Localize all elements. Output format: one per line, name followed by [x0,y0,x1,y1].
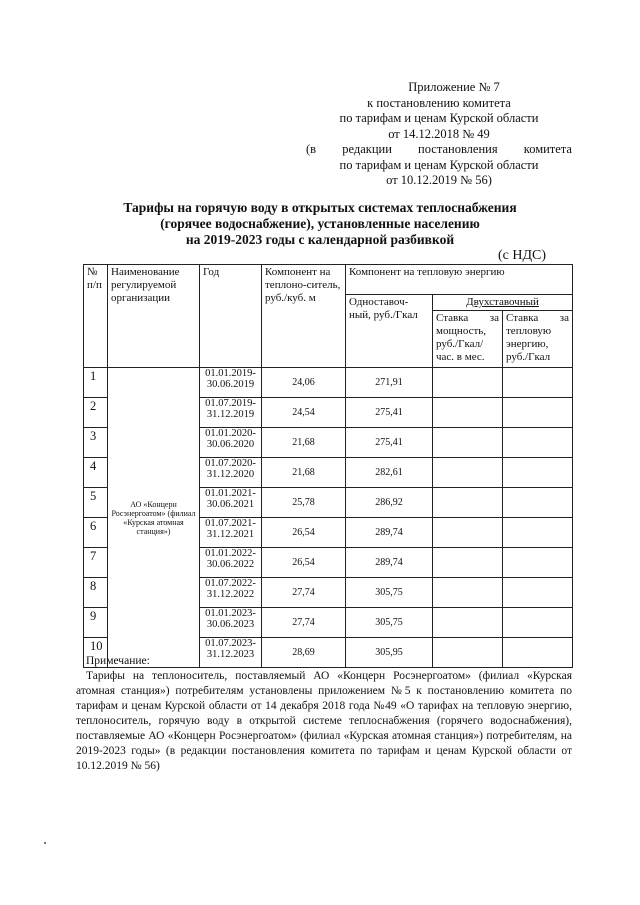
row-number: 10 [84,638,108,668]
header-num: № п/п [84,265,108,368]
scan-speck [44,842,46,844]
appendix-header [306,80,572,189]
single-rate-cell: 289,74 [346,548,433,578]
organization-name: АО «Концерн Росэнергоатом» (филиал «Курская атомная станция») [108,368,200,668]
table-row [84,368,573,398]
energy-rate-cell [503,398,573,428]
power-rate-cell [433,368,503,398]
header-line: от 10.12.2019 № 56) [386,173,492,187]
single-rate-cell: 271,91 [346,368,433,398]
title-line: на 2019-2023 годы с календарной разбивкой [185,232,455,247]
power-rate-cell [433,608,503,638]
single-rate-cell: 286,92 [346,488,433,518]
carrier-price-cell: 27,74 [262,578,346,608]
energy-rate-cell [503,428,573,458]
power-rate-cell [433,398,503,428]
row-number: 4 [84,458,108,488]
carrier-price-cell: 21,68 [262,428,346,458]
power-rate-cell [433,548,503,578]
notes-text: Тарифы на теплоноситель, поставляемый АО «Концерн Росэнергоатом» (филиал «Курская атомная станция») потребителям установлены приложением №5 к постановлению комитета по тарифам и ценам Курской области от 14 декабря 2018 года №49 «О тарифах на тепловую энергию, теплоноситель, горячую воду в открытой системе теплоснабжения (горячего водоснабжения), поставляемые АО «Концерн Росэнергоатом» (филиал «Курская атомная станция») потребителям, на 2019-2023 годы» (в редакции постановления комитета по тарифам и ценам Курской области от 10.12.2019 № 56) [76,670,572,772]
header-line: по тарифам и ценам Курской области [339,111,539,125]
header-power-rate: Ставка за мощность, руб./Гкал/час. в мес. [433,311,503,368]
period-cell: 01.01.2023-30.06.2023 [200,608,262,638]
power-rate-cell [433,488,503,518]
title-line: Тарифы на горячую воду в открытых системах теплоснабжения [123,200,517,215]
period-cell: 01.01.2021-30.06.2021 [200,488,262,518]
energy-rate-cell [503,548,573,578]
carrier-price-cell: 24,54 [262,398,346,428]
header-org: Наименование регулируемой организации [108,265,200,368]
power-rate-cell [433,518,503,548]
power-rate-cell [433,458,503,488]
energy-rate-cell [503,458,573,488]
row-number: 5 [84,488,108,518]
carrier-price-cell: 26,54 [262,548,346,578]
document-title [60,200,580,248]
carrier-price-cell: 21,68 [262,458,346,488]
header-carrier: Компонент на теплоно-ситель, руб./куб. м [262,265,346,368]
header-line: Приложение № 7 [408,80,500,94]
power-rate-cell [433,578,503,608]
notes-section [76,654,572,774]
row-number: 6 [84,518,108,548]
header-word: комитета [523,142,572,156]
period-cell: 01.07.2023-31.12.2023 [200,638,262,668]
carrier-price-cell: 25,78 [262,488,346,518]
header-word: редакции [342,142,392,156]
carrier-price-cell: 24,06 [262,368,346,398]
tariff-table [83,264,573,668]
period-cell: 01.01.2020-30.06.2020 [200,428,262,458]
header-line: по тарифам и ценам Курской области [339,157,539,172]
notes-heading: Примечание: [86,655,150,667]
single-rate-cell: 275,41 [346,398,433,428]
row-number: 3 [84,428,108,458]
carrier-price-cell: 27,74 [262,608,346,638]
row-number: 8 [84,578,108,608]
header-word: (в [306,142,317,156]
vat-note: (с НДС) [498,248,547,263]
period-cell: 01.07.2019-31.12.2019 [200,398,262,428]
single-rate-cell: 282,61 [346,458,433,488]
period-cell: 01.07.2022-31.12.2022 [200,578,262,608]
row-number: 1 [84,368,108,398]
power-rate-cell [433,428,503,458]
header-two-rate-label: Двухставочный [466,296,539,308]
header-energy-rate: Ставка за тепловую энергию, руб./Гкал [503,311,573,368]
carrier-price-cell: 28,69 [262,638,346,668]
title-line: (горячее водоснабжение), установленные населению [160,216,480,231]
single-rate-cell: 289,74 [346,518,433,548]
header-energy: Компонент на тепловую энергию [346,265,573,295]
header-single-rate: Одноставоч-ный, руб./Гкал [346,295,433,368]
energy-rate-cell [503,518,573,548]
single-rate-cell: 275,41 [346,428,433,458]
row-number: 2 [84,398,108,428]
single-rate-cell: 305,75 [346,578,433,608]
header-year: Год [200,265,262,368]
energy-rate-cell [503,578,573,608]
single-rate-cell: 305,95 [346,638,433,668]
energy-rate-cell [503,368,573,398]
period-cell: 01.01.2022-30.06.2022 [200,548,262,578]
header-line: к постановлению комитета [367,95,511,110]
energy-rate-cell [503,488,573,518]
carrier-price-cell: 26,54 [262,518,346,548]
energy-rate-cell [503,608,573,638]
header-line: от 14.12.2018 № 49 [388,126,490,141]
row-number: 9 [84,608,108,638]
header-two-rate [433,295,573,311]
period-cell: 01.01.2019-30.06.2019 [200,368,262,398]
row-number: 7 [84,548,108,578]
single-rate-cell: 305,75 [346,608,433,638]
header-word: постановления [418,142,498,156]
header-line-edition [306,142,572,158]
period-cell: 01.07.2021-31.12.2021 [200,518,262,548]
period-cell: 01.07.2020-31.12.2020 [200,458,262,488]
